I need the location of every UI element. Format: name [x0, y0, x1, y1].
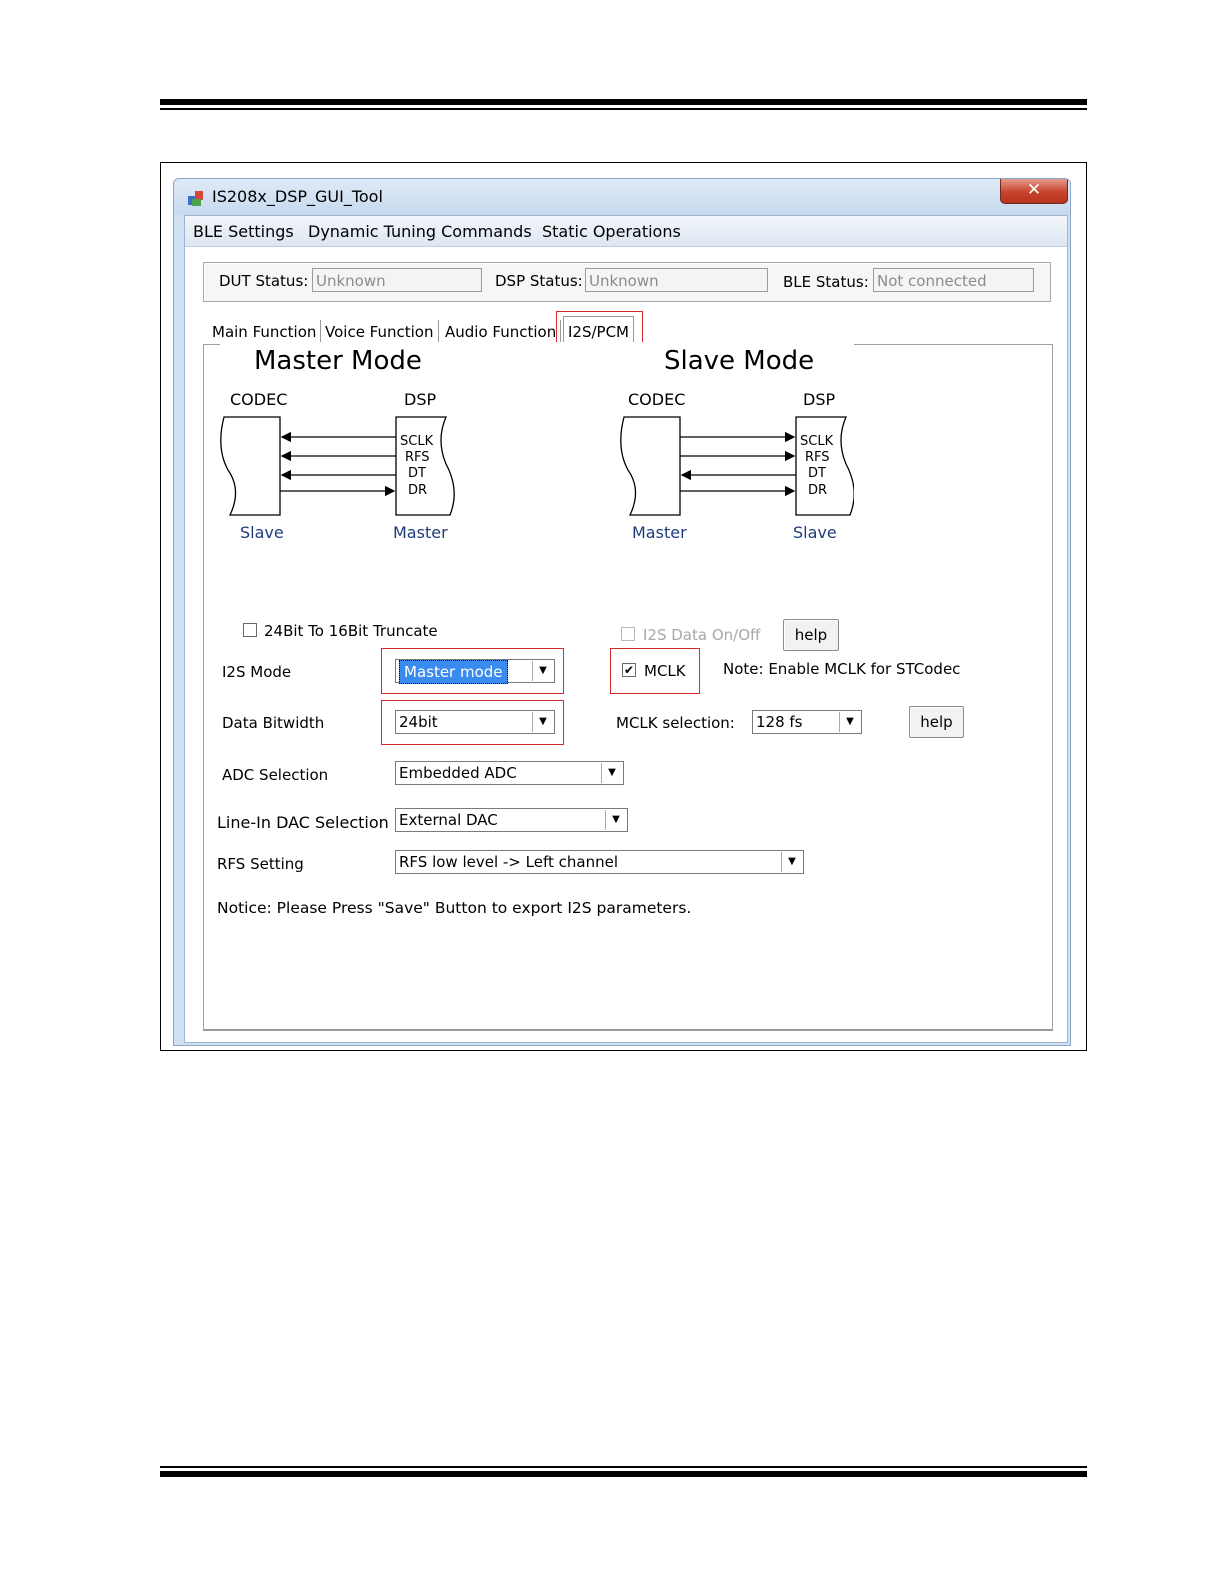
mclk-selection-value: 128 fs: [756, 713, 803, 731]
slave-signal-sclk: SCLK: [800, 434, 834, 449]
dac-selection-label: Line-In DAC Selection: [217, 813, 389, 832]
close-button[interactable]: [1000, 179, 1068, 204]
rfs-setting-label: RFS Setting: [217, 855, 304, 873]
master-dsp-label: DSP: [404, 390, 437, 409]
master-dsp-role: Master: [393, 523, 448, 542]
i2s-data-checkbox[interactable]: [621, 627, 635, 641]
truncate-label: 24Bit To 16Bit Truncate: [264, 622, 438, 640]
master-codec-role: Slave: [240, 523, 284, 542]
menu-ble-settings[interactable]: BLE Settings: [193, 222, 294, 241]
highlight-mclk: [610, 648, 700, 694]
slave-dsp-label: DSP: [803, 390, 836, 409]
bitwidth-label: Data Bitwidth: [222, 714, 325, 732]
master-signal-sclk: SCLK: [400, 434, 434, 449]
slave-signal-dr: DR: [808, 483, 828, 498]
help-button-mclk[interactable]: help: [909, 706, 964, 738]
tab-voice-function[interactable]: Voice Function: [321, 320, 439, 344]
tab-i2s-pcm[interactable]: I2S/PCM: [563, 316, 634, 345]
chevron-down-icon: ▼: [532, 712, 553, 732]
dut-status-field[interactable]: Unknown: [312, 268, 482, 292]
adc-selection-value: Embedded ADC: [399, 764, 517, 782]
mclk-selection-select[interactable]: [752, 710, 862, 734]
status-panel: [203, 262, 1051, 302]
top-rule-thick: [160, 99, 1087, 105]
bottom-rule-thick: [160, 1471, 1087, 1477]
mclk-checkbox[interactable]: ✔: [623, 663, 635, 677]
i2s-mode-value: Master mode: [399, 660, 508, 684]
app-icon: [186, 187, 206, 207]
chevron-down-icon: ▼: [839, 712, 860, 732]
i2s-data-label: I2S Data On/Off: [643, 626, 761, 644]
highlight-i2s-mode: [381, 648, 564, 694]
truncate-checkbox[interactable]: [243, 623, 257, 637]
master-signal-rfs: RFS: [405, 450, 430, 465]
save-notice: Notice: Please Press "Save" Button to export I2S parameters.: [217, 899, 692, 917]
rfs-setting-select[interactable]: [395, 850, 804, 874]
mclk-label: MCLK: [644, 662, 686, 680]
slave-codec-label: CODEC: [628, 390, 686, 409]
tab-audio-function[interactable]: Audio Function: [441, 320, 561, 344]
master-signal-dt: DT: [408, 466, 426, 481]
slave-signal-rfs: RFS: [805, 450, 830, 465]
dac-selection-select[interactable]: [395, 808, 628, 832]
chevron-down-icon: ▼: [605, 810, 626, 830]
adc-selection-label: ADC Selection: [222, 766, 329, 784]
dac-selection-value: External DAC: [399, 811, 498, 829]
top-rule-thin: [160, 108, 1087, 110]
bottom-rule-thin: [160, 1466, 1087, 1468]
slave-codec-block: [621, 417, 680, 515]
app-window: [173, 178, 1071, 1046]
help-button-i2s-data[interactable]: help: [783, 619, 839, 651]
dut-status-label: DUT Status:: [219, 272, 309, 290]
slave-signal-dt: DT: [808, 466, 826, 481]
ble-status-label: BLE Status:: [783, 273, 869, 291]
adc-selection-select[interactable]: [395, 761, 624, 785]
title-bar[interactable]: [174, 179, 1070, 215]
menu-bar: [185, 216, 1067, 247]
menu-dynamic-tuning[interactable]: Dynamic Tuning Commands: [308, 222, 532, 241]
ble-status-field[interactable]: Not connected: [873, 268, 1034, 292]
master-codec-label: CODEC: [230, 390, 288, 409]
chevron-down-icon: ▼: [781, 852, 802, 872]
master-codec-block: [221, 417, 280, 515]
i2s-mode-label: I2S Mode: [222, 663, 292, 681]
window-title: IS208x_DSP_GUI_Tool: [212, 187, 383, 206]
rfs-setting-value: RFS low level -> Left channel: [399, 853, 618, 871]
master-signal-dr: DR: [408, 483, 428, 498]
slave-mode-title: Slave Mode: [664, 346, 815, 376]
close-icon: ✕: [1026, 180, 1042, 200]
slave-dsp-role: Slave: [793, 523, 837, 542]
menu-static-operations[interactable]: Static Operations: [542, 222, 681, 241]
slave-codec-role: Master: [632, 523, 687, 542]
bitwidth-value: 24bit: [399, 713, 438, 731]
master-mode-title: Master Mode: [254, 346, 422, 376]
tab-main-function[interactable]: Main Function: [208, 320, 321, 344]
i2s-diagram: [220, 342, 854, 544]
dsp-status-field[interactable]: Unknown: [585, 268, 768, 292]
mclk-note: Note: Enable MCLK for STCodec: [723, 660, 961, 678]
chevron-down-icon: ▼: [532, 661, 553, 681]
dsp-status-label: DSP Status:: [495, 272, 583, 290]
chevron-down-icon: ▼: [601, 763, 622, 783]
mclk-selection-label: MCLK selection:: [616, 714, 735, 732]
highlight-bitwidth: [381, 700, 564, 745]
